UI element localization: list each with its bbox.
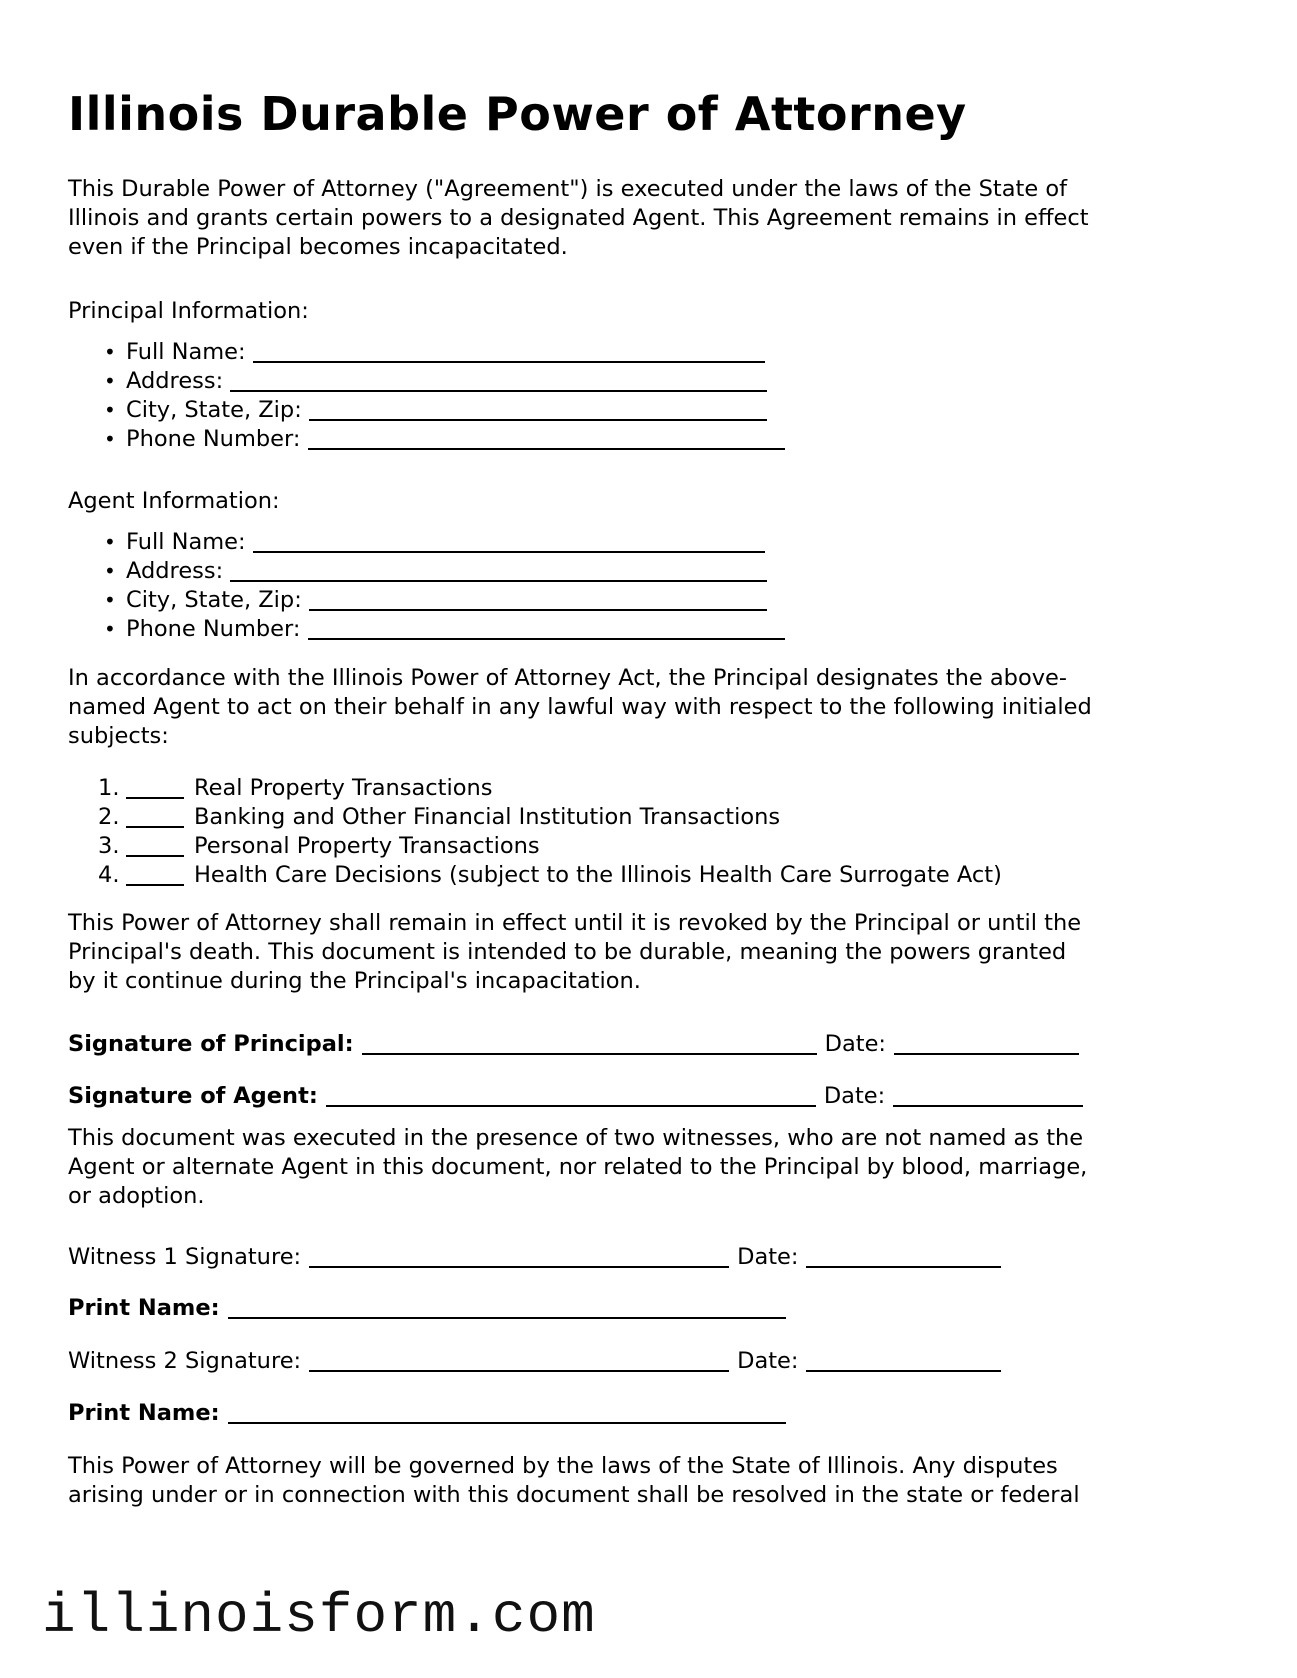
- agent-phone-row: [104, 615, 1233, 644]
- agent-date-blank-line: [893, 1105, 1083, 1107]
- address-blank-line: [230, 390, 767, 392]
- date-label: Date:: [824, 1031, 886, 1057]
- witness1-print-name-blank-line: [228, 1317, 786, 1319]
- page-title: Illinois Durable Power of Attorney: [68, 87, 967, 141]
- witnesses-block: [68, 1243, 1233, 1428]
- powers-intro-paragraph: [68, 664, 1233, 751]
- bullet-icon: •: [104, 530, 116, 554]
- bullet-icon: •: [104, 617, 116, 641]
- phone-blank-line: [308, 448, 785, 450]
- full-name-blank-line: [253, 551, 765, 553]
- witness1-signature-label: Witness 1 Signature:: [68, 1244, 302, 1270]
- agent-fields-list: [68, 528, 1233, 644]
- address-blank-line: [230, 580, 767, 582]
- bullet-icon: •: [104, 369, 116, 393]
- agent-full-name-row: [104, 528, 1233, 557]
- durability-line: This Power of Attorney shall remain in effect until it is revoked by the Principal or until the: [68, 910, 1082, 936]
- principal-address-row: [104, 367, 1233, 396]
- agent-signature-label: Signature of Agent:: [68, 1083, 318, 1109]
- initials-blank-line: [126, 826, 184, 828]
- field-label: Phone Number:: [126, 426, 301, 452]
- witness-intro-paragraph: [68, 1124, 1233, 1211]
- principal-signature-blank-line: [362, 1053, 817, 1055]
- bullet-icon: •: [104, 398, 116, 422]
- power-number: 1.: [98, 775, 120, 801]
- power-item-health-care: [98, 861, 1233, 890]
- powers-intro-line: In accordance with the Illinois Power of Attorney Act, the Principal designates the above-: [68, 665, 1068, 691]
- initials-blank-line: [126, 855, 184, 857]
- witness2-print-name-row: [68, 1399, 1233, 1428]
- power-label: Personal Property Transactions: [194, 833, 540, 859]
- city-state-zip-blank-line: [309, 419, 767, 421]
- power-number: 2.: [98, 804, 120, 830]
- field-label: Address:: [126, 558, 224, 584]
- witness1-signature-row: [68, 1243, 1233, 1272]
- initials-blank-line: [126, 884, 184, 886]
- principal-fields-list: [68, 338, 1233, 454]
- principal-signature-label: Signature of Principal:: [68, 1031, 354, 1057]
- date-label: Date:: [823, 1083, 886, 1109]
- durability-line: Principal's death. This document is intended to be durable, meaning the powers granted: [68, 939, 1067, 965]
- witness2-signature-label: Witness 2 Signature:: [68, 1348, 302, 1374]
- governing-paragraph: [68, 1452, 1233, 1510]
- witness2-signature-row: [68, 1347, 1233, 1376]
- power-label: Real Property Transactions: [194, 775, 493, 801]
- principal-phone-row: [104, 425, 1233, 454]
- agent-address-row: [104, 557, 1233, 586]
- witness-intro-line: Agent or alternate Agent in this document, nor related to the Principal by blood, marriage,: [68, 1154, 1088, 1180]
- city-state-zip-blank-line: [309, 609, 767, 611]
- field-label: City, State, Zip:: [126, 397, 302, 423]
- witness-intro-line: This document was executed in the presence of two witnesses, who are not named as the: [68, 1125, 1084, 1151]
- full-name-blank-line: [253, 361, 765, 363]
- witness1-date-blank-line: [806, 1266, 1001, 1268]
- bullet-icon: •: [104, 559, 116, 583]
- date-label: Date:: [737, 1348, 799, 1374]
- intro-line: Illinois and grants certain powers to a designated Agent. This Agreement remains in effect: [68, 205, 1089, 231]
- governing-line: This Power of Attorney will be governed by the laws of the State of Illinois. Any disputes: [68, 1453, 1058, 1479]
- witness-intro-line: or adoption.: [68, 1183, 205, 1209]
- witness1-print-name-row: [68, 1294, 1233, 1323]
- witness2-date-blank-line: [806, 1370, 1001, 1372]
- power-label: Health Care Decisions (subject to the Illinois Health Care Surrogate Act): [194, 862, 1002, 888]
- principal-date-blank-line: [894, 1053, 1079, 1055]
- witness2-signature-blank-line: [309, 1370, 729, 1372]
- durability-line: by it continue during the Principal's incapacitation.: [68, 968, 641, 994]
- print-name-label: Print Name:: [68, 1400, 220, 1426]
- bullet-icon: •: [104, 588, 116, 612]
- field-label: Full Name:: [126, 339, 246, 365]
- intro-paragraph: [68, 175, 1233, 262]
- powers-intro-line: subjects:: [68, 723, 169, 749]
- date-label: Date:: [737, 1244, 799, 1270]
- field-label: Full Name:: [126, 529, 246, 555]
- intro-line: This Durable Power of Attorney ("Agreement") is executed under the laws of the State of: [68, 176, 1068, 202]
- bullet-icon: •: [104, 340, 116, 364]
- powers-list: [68, 774, 1233, 890]
- phone-blank-line: [308, 638, 785, 640]
- watermark-text: illinoisform.com: [42, 1584, 596, 1648]
- power-item-banking: [98, 803, 1233, 832]
- agent-signature-row: [68, 1082, 1233, 1111]
- field-label: City, State, Zip:: [126, 587, 302, 613]
- principal-info-heading: Principal Information:: [68, 298, 309, 324]
- witness1-signature-blank-line: [309, 1266, 729, 1268]
- field-label: Address:: [126, 368, 224, 394]
- field-label: Phone Number:: [126, 616, 301, 642]
- agent-city-state-zip-row: [104, 586, 1233, 615]
- print-name-label: Print Name:: [68, 1295, 220, 1321]
- governing-line: arising under or in connection with this document shall be resolved in the state or federal: [68, 1482, 1080, 1508]
- power-number: 4.: [98, 862, 120, 888]
- power-label: Banking and Other Financial Institution Transactions: [194, 804, 781, 830]
- bullet-icon: •: [104, 427, 116, 451]
- durability-paragraph: [68, 909, 1233, 996]
- agent-info-heading: Agent Information:: [68, 488, 280, 514]
- agent-signature-blank-line: [326, 1105, 816, 1107]
- principal-city-state-zip-row: [104, 396, 1233, 425]
- witness2-print-name-blank-line: [228, 1422, 786, 1424]
- powers-intro-line: named Agent to act on their behalf in any lawful way with respect to the following initialed: [68, 694, 1092, 720]
- principal-full-name-row: [104, 338, 1233, 367]
- initials-blank-line: [126, 797, 184, 799]
- power-number: 3.: [98, 833, 120, 859]
- principal-signature-row: [68, 1030, 1233, 1059]
- power-item-personal-property: [98, 832, 1233, 861]
- signature-block: [68, 1030, 1233, 1111]
- power-item-real-property: [98, 774, 1233, 803]
- intro-line: even if the Principal becomes incapacitated.: [68, 234, 568, 260]
- document-content: [68, 88, 1233, 1510]
